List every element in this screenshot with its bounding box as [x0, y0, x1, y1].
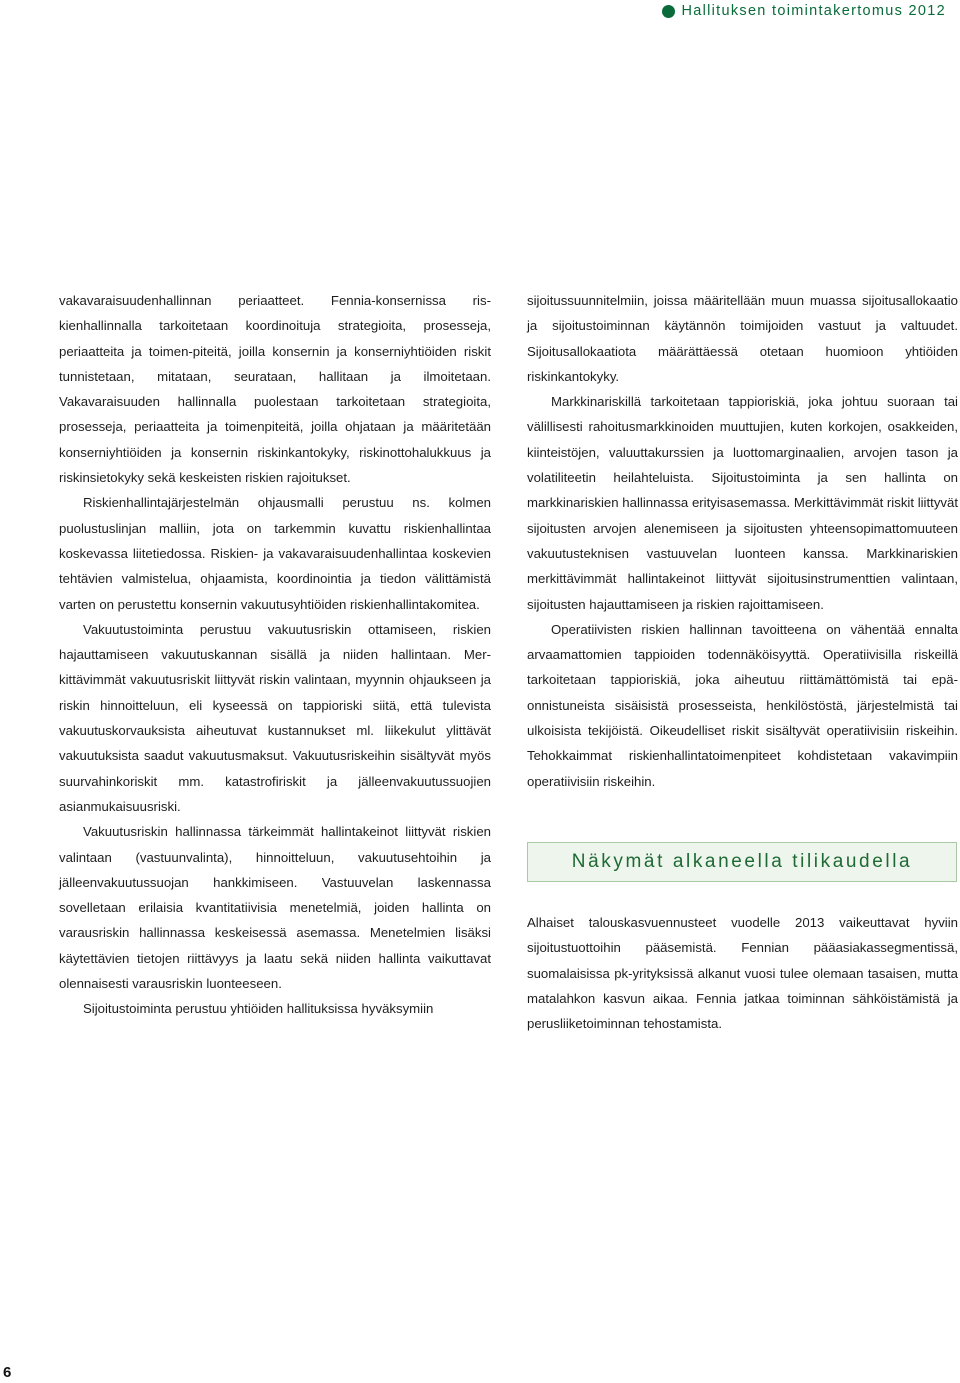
paragraph: Operatiivisten riskien hallinnan tavoitteena on vähentää ennalta arvaamattomien tappioiden todennäköisyyttä. Operatiivisilla riskeillä tarkoitetaan tappioriskiä, joka aiheutuu riittämättömistä tai epäonnistuneista sisäisistä prosesseista, henkilöstöstä, järjestelmistä tai ulkoisista tekijöistä. Oikeudelliset riskit sisältyvät operatiivisiin riskeihin. Tehokkaimmat riskienhallintatoimenpiteet kohdistetaan vakavimpiin operatiivisiin riskeihin. — [527, 621, 958, 789]
section-heading: Näkymät alkaneella tilikaudella — [571, 851, 913, 873]
paragraph: Riskienhallintajärjestelmän ohjausmalli perustuu ns. kolmen puolustuslinjan malliin, jota on tarkemmin kuvattu riskienhallintaa koskevassa liitetiedossa. Riskien- ja vakavaraisuudenhallintaa koskevien tehtävien valmistelua, ohjaamista, koordinointia ja tiedon välittämistä varten on perustettu konsernin vakuutusyhtiöiden riskienhallintakomitea. — [59, 495, 491, 612]
paragraph: Markkinariskillä tarkoitetaan tappioriskiä, joka johtuu suoraan tai välillisesti rahoitusmarkkinoiden muuttujien, kuten korkojen, osakkeiden, kiinteistöjen, valuuttakurssien ja luottomarginaalien, arvojen tason ja volatiliteetin heilahteluista. Sijoitustoiminta ja sen hallinta on markkinariskien hallinnassa erityisasemassa. Merkittävimmät riskit liittyvät sijoitusten arvojen alenemiseen ja sijoitusten yhteensopimattomuuteen vakuutusteknisen vastuuvelan luonteen kanssa. Markkinariskien merkittävimmät hallintakeinot liittyvät sijoitusinstrumenttien valintaan, sijoitusten hajauttamiseen ja riskien rajoittamiseen. — [527, 394, 958, 612]
green-circle-icon — [662, 5, 675, 18]
page-number: 6 — [3, 1364, 12, 1381]
paragraph: vakavaraisuudenhallinnan periaatteet. Fennia-konsernissa riskienhallinnalla tarkoitetaan koordinoituja strategioita, prosesseja, periaatteita ja toimen-piteitä, joilla konsernin ja konserniyhtiöiden riskit tunnistetaan, mitataan, seurataan, hallitaan ja ilmoitetaan. Vakavaraisuuden hallinnalla puolestaan tarkoitetaan strategioita, prosesseja, periaatteita ja toimenpiteitä, joilla ohjataan ja määritetään konserniyhtiöiden ja konsernin riskinkantokyky, riskinottohalukkuus ja riskinsietokyky sekä keskeisten riskien rajoitukset. — [59, 293, 491, 486]
running-header — [662, 0, 946, 22]
left-column — [59, 288, 491, 1022]
paragraph: sijoitussuunnitelmiin, joissa määritellään muun muassa sijoitusallokaatio ja sijoitustoiminnan käytännön toimijoiden vastuut ja valtuudet. Sijoitusallokaatiota määrättäessä otetaan huomioon yhtiöiden riskinkantokyky. — [527, 293, 958, 384]
report-title: Hallituksen toimintakertomus 2012 — [681, 3, 946, 19]
right-column — [527, 288, 958, 1036]
paragraph: Vakuutusriskin hallinnassa tärkeimmät hallintakeinot liittyvät riskien valintaan (vastuunvalinta), hinnoitteluun, vakuutusehtoihin ja jälleenvakuutussuojan hankkimiseen. Vastuuvelan laskennassa sovelletaan erilaisia kvantitatiivisia menetelmiä, joiden hallinta on varausriskin hallinnassa keskeisessä asemassa. Menetelmien lisäksi käytettävien tietojen riittävyys ja laatu sekä niiden hallinta vaikuttavat olennaisesti varausriskin luonteeseen. — [59, 824, 491, 992]
paragraph: Alhaiset talouskasvuennusteet vuodelle 2013 vaikeuttavat hyviin sijoitustuottoihin pääsemistä. Fennian pääasiakassegmentissä, suomalaisissa pk-yrityksissä alkanut vuosi tulee olemaan tasaisen, mutta matalahkon kasvun aikaa. Fennia jatkaa toiminnan sähköistämistä ja perusliiketoiminnan tehostamista. — [527, 914, 958, 1032]
section-heading-box — [527, 842, 957, 882]
paragraph: Sijoitustoiminta perustuu yhtiöiden hallituksissa hyväksymiin — [83, 1001, 434, 1017]
paragraph: Vakuutustoiminta perustuu vakuutusriskin ottamiseen, riskien hajauttamiseen vakuutuskannan sisällä ja niiden hallintaan. Merkittävimmät vakuutusriskit liittyvät riskin valintaan, myynnin ohjaukseen ja riskin hinnoitteluun, eli kyseessä on tappioriski siitä, että tulevista vakuutuskorvauksista aiheutuvat kustannukset ml. liikekulut ylittävät vakuutuksista saadut vakuutusmaksut. Vakuutusriskeihin sisältyvät myös suurvahinkoriskit mm. katastrofiriskit ja jälleenvakuutussuojien asianmukaisuusriski. — [59, 621, 491, 814]
